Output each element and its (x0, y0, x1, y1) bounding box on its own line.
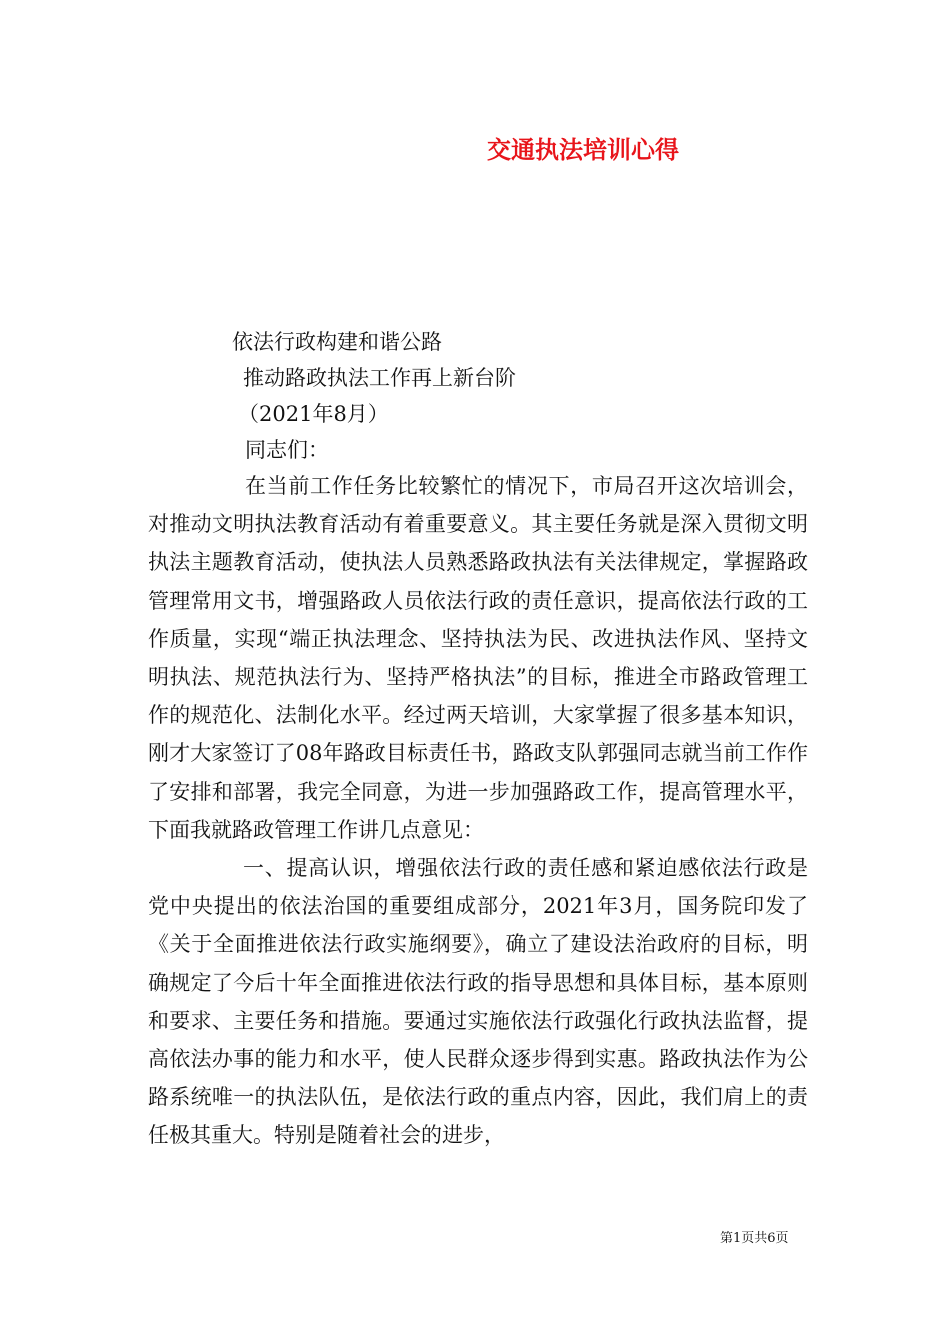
paragraph-2: 一、提高认识，增强依法行政的责任感和紧迫感依法行政是党中央提出的依法治国的重要组成部分，2021年3月，国务院印发了《关于全面推进依法行政实施纲要》，确立了建设法治政府的目标，明确规定了今后十年全面推进依法行政的指导思想和具体目标，基本原则和要求、主要任务和措施。要通过实施依法行政强化行政执法监督，提高依法办事的能力和水平，使人民群众逐步得到实惠。路政执法作为公路系统唯一的执法队伍，是依法行政的重点内容，因此，我们肩上的责任极其重大。特别是随着社会的进步， (148, 856, 808, 1148)
heading-line-2: 推动路政执法工作再上新台阶 (243, 366, 516, 390)
heading-line-1: 依法行政构建和谐公路 (232, 330, 442, 354)
page-footer: 第1页共6页 (720, 1231, 789, 1246)
paragraph-1: 在当前工作任务比较繁忙的情况下，市局召开这次培训会，对推动文明执法教育活动有着重要意义。其主要任务就是深入贯彻文明执法主题教育活动，使执法人员熟悉路政执法有关法律规定，掌握路政管理常用文书，增强路政人员依法行政的责任意识，提高依法行政的工作质量，实现“端正执法理念、坚持执法为民、改进执法作风、坚持文明执法、规范执法行为、坚持严格执法”的目标，推进全市路政管理工作的规范化、法制化水平。经过两天培训，大家掌握了很多基本知识，刚才大家签订了08年路政目标责任书，路政支队郭强同志就当前工作作了安排和部署，我完全同意，为进一步加强路政工作，提高管理水平，下面我就路政管理工作讲几点意见： (148, 474, 808, 842)
page-title: 交通执法培训心得 (487, 135, 679, 164)
date-line: （2021年8月） (238, 402, 389, 426)
salutation: 同志们： (245, 438, 329, 462)
